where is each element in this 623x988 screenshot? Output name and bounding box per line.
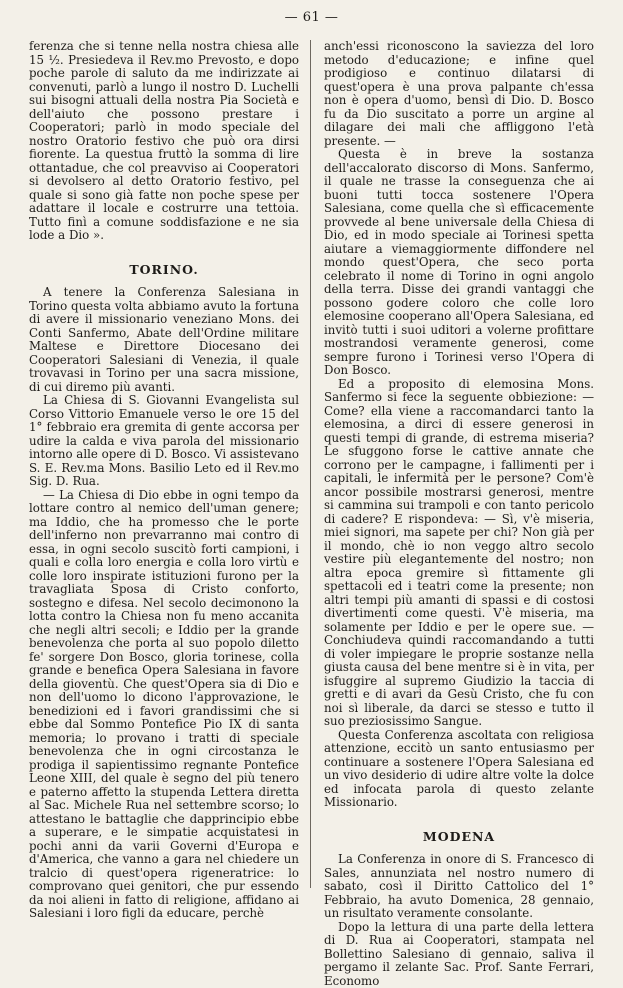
paragraph: La Conferenza in onore di S. Francesco di Sales, annunziata nel nostro numero di sabato, così il Diritto Cattolico del 1° Febbraio, ha avuto Domenica, 28 gennaio, un risultato veramente consolante. — [324, 853, 594, 921]
paragraph: Ed a proposito di elemosina Mons. Sanfermo si fece la seguente obbiezione: — Come? ella viene a raccomandarci tanto la elemosina, a dirci di essere generosi in questi tempi di grande, di estrema miseria? Le sfuggono forse le cattive annate che corrono per le campagne, i fallimenti per i capitali, le infermità per le persone? Com'è ancor possibile mostrarsi generosi, mentre si cammina sui trampoli e con tanto pericolo di cadere? E rispondeva: — Sì, v'è miseria, miei signori, ma sapete per chi? Non già per il mondo, chè io non veggo altro secolo vestire più elegantemente del nostro; non altra epoca gremire sì fittamente gli spettacoli ed i teatri come la presente; non altri tempi più amanti di spassi e di costosi divertimenti come questi. V'è miseria, ma solamente per Iddio e per le opere sue. — Conchiudeva quindi raccomandando a tutti di voler impiegare le proprie sostanze nella giusta causa del bene mentre si è in vita, per isfuggire al supremo Giudizio la taccia di gretti e di avari da Gesù Cristo, che fu con noi sì liberale, da darci se stesso e tutto il suo preziosissimo Sangue. — [324, 378, 594, 729]
paragraph: — La Chiesa di Dio ebbe in ogni tempo da lottare contro al nemico dell'uman genere; ma Iddio, che ha promesso che le porte dell'inferno non prevarranno mai contro di essa, in ogni secolo suscitò forti campioni, i quali e colla loro energia e colla loro virtù e colle loro inspirate istituzioni furono per la travagliata Sposa di Cristo conforto, sostegno e difesa. Nel secolo decimonono la lotta contro la Chiesa non fu meno accanita che negli altri secoli; e Iddio per la grande benevolenza che porta al suo popolo diletto fe' sorgere Don Bosco, gloria torinese, colla grande e benefica Opera Salesiana in favore della gioventù. Che quest'Opera sia di Dio e non dell'uomo lo dicono l'approvazione, le benedizioni ed i favori grandissimi che si ebbe dal Sommo Pontefice Pio IX di santa memoria; lo provano i tratti di speciale benevolenza che in ogni circostanza le prodiga il sapientissimo regnante Pontefice Leone XIII, del quale è segno del più tenero e paterno affetto la stupenda Lettera diretta al Sac. Michele Rua nel settembre scorso; lo attestano le battaglie che dapprincipio ebbe a superare, e le simpatie acquistatesi in pochi anni da varii Governi d'Europa e d'America, che vanno a gara nel chiedere un tralcio di quest'opera rigeneratrice: lo comprovano quei genitori, che pur essendo da noi alieni in fatto di religione, affidano ai Salesiani i loro figli da educare, perchè — [29, 489, 299, 921]
paragraph: Questa è in breve la sostanza dell'accalorato discorso di Mons. Sanfermo, il quale ne trasse la conseguenza che ai buoni tutti tocca sostenere l'Opera Salesiana, come quella che sì efficacemente provvede al bene universale della Chiesa di Dio, ed in modo speciale ai Torinesi spetta aiutare a viemaggiormente diffondere nel mondo quest'Opera, che seco porta celebrato il nome di Torino in ogni angolo della terra. Disse dei grandi vantaggi che possono godere coloro che colle loro elemosine cooperano all'Opera Salesiana, ed invitò tutti i suoi uditori a volerne profittare mostrandosi veramente generosi, come sempre furono i Torinesi verso l'Opera di Don Bosco. — [324, 148, 594, 378]
paragraph: Dopo la lettura di una parte della lettera di D. Rua ai Cooperatori, stampata nel Bollettino Salesiano di gennaio, saliva il pergamo il zelante Sac. Prof. Sante Ferrari, Economo — [324, 921, 594, 988]
right-column — [324, 40, 594, 988]
paragraph: A tenere la Conferenza Salesiana in Torino questa volta abbiamo avuto la fortuna di avere il missionario veneziano Mons. dei Conti Sanfermo, Abate dell'Ordine militare Maltese e Direttore Diocesano dei Cooperatori Salesiani di Venezia, il quale trovavasi in Torino per una sacra missione, di cui diremo più avanti. — [29, 286, 299, 394]
paragraph: Questa Conferenza ascoltata con religiosa attenzione, eccitò un santo entusiasmo per continuare a sostenere l'Opera Salesiana ed un vivo desiderio di udire altre volte la dolce ed infocata parola di questo zelante Missionario. — [324, 729, 594, 810]
section-heading-modena: MODENA — [324, 830, 594, 844]
left-column — [29, 40, 299, 921]
column-divider — [310, 40, 311, 888]
paragraph: ferenza che si tenne nella nostra chiesa alle 15 ½. Presiedeva il Rev.mo Prevosto, e dopo poche parole di saluto da me indirizzate ai convenuti, parlò a lungo il nostro D. Luchelli sui bisogni attuali della nostra Pia Società e dell'aiuto che possono prestare i Cooperatori; parlò in modo speciale del nostro Oratorio festivo che può ora dirsi fiorente. La questua fruttò la somma di lire ottantadue, che col preavviso ai Cooperatori si devolsero al detto Oratorio festivo, pel quale si sono già fatte non poche spese per adattare il locale e costrurre una tettoia. Tutto finì a comune soddisfazione e ne sia lode a Dio ». — [29, 40, 299, 243]
paragraph: La Chiesa di S. Giovanni Evangelista sul Corso Vittorio Emanuele verso le ore 15 del 1° febbraio era gremita di gente accorsa per udire la calda e viva parola del missionario intorno alle opere di D. Bosco. Vi assistevano S. E. Rev.ma Mons. Basilio Leto ed il Rev.mo Sig. D. Rua. — [29, 394, 299, 489]
page-number: — 61 — — [0, 10, 623, 25]
paragraph: anch'essi riconoscono la saviezza del loro metodo d'educazione; e infine quel prodigioso e continuo dilatarsi di quest'opera è una prova palpante ch'essa non è opera d'uomo, bensì di Dio. D. Bosco fu da Dio suscitato a porre un argine al dilagare dei mali che affliggono l'età presente. — — [324, 40, 594, 148]
section-heading-torino: TORINO. — [29, 263, 299, 277]
